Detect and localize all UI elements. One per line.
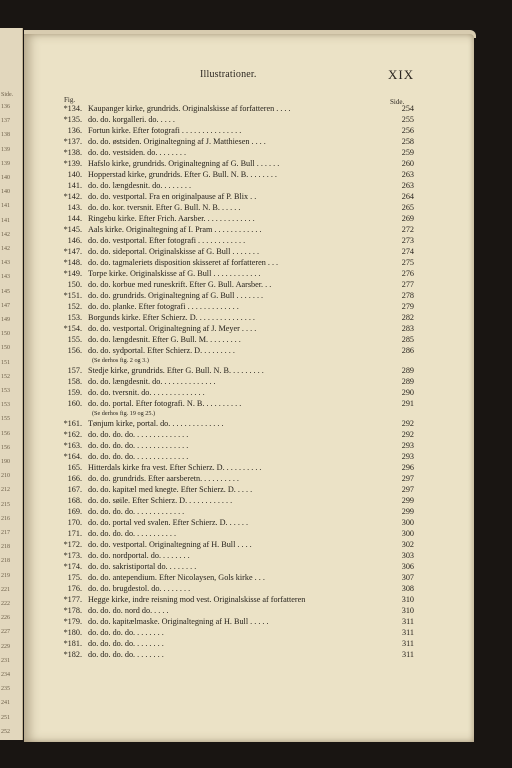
left-page-number: 143 xyxy=(1,260,10,267)
list-item xyxy=(56,345,416,356)
figure-description: Ringebu kirke. Efter Frich. Aarsber. . . . . . . . . . . . . xyxy=(88,214,255,223)
figure-description: do. do. nordportal. do. . . . . . . . xyxy=(88,551,190,560)
figure-number: 158. xyxy=(67,377,82,386)
list-item xyxy=(56,616,416,627)
figure-description: do. do. sydportal. Efter Schierz. D. . . . . . . . . xyxy=(88,346,235,355)
figure-description: Stedje kirke, grundrids. Efter G. Bull. N. B. . . . . . . . . xyxy=(88,366,264,375)
left-page-number: 221 xyxy=(1,586,10,593)
left-page-number: 227 xyxy=(1,629,10,636)
figure-description: do. do. antependium. Efter Nicolaysen, Gols kirke . . . xyxy=(88,573,265,582)
page-number: 311 xyxy=(402,628,414,637)
left-page-number: 252 xyxy=(1,728,10,735)
left-page-number: 150 xyxy=(1,345,10,352)
list-item xyxy=(56,484,416,495)
left-page-number: 218 xyxy=(1,544,10,551)
left-page-number: 215 xyxy=(1,501,10,508)
left-page-number: 140 xyxy=(1,189,10,196)
figure-description: do. do. længdesnit. do. . . . . . . . . . . . . . xyxy=(88,377,216,386)
page-number: 300 xyxy=(401,529,414,538)
figure-description: Kaupanger kirke, grundrids. Originalskisse af forfatteren . . . . xyxy=(88,104,291,113)
list-item xyxy=(56,290,416,301)
left-page-number: 216 xyxy=(1,515,10,522)
left-page-number: 155 xyxy=(1,416,10,423)
list-item xyxy=(56,180,416,191)
list-item xyxy=(56,387,416,398)
figure-number: 176. xyxy=(67,584,82,593)
column-label-fig: Fig. xyxy=(64,96,76,104)
left-page-number: 229 xyxy=(1,643,10,650)
figure-description: do. do. brugdestol. do. . . . . . . . xyxy=(88,584,191,593)
page-number: 273 xyxy=(401,236,414,245)
left-page-number: 149 xyxy=(1,317,10,323)
figure-number: *174. xyxy=(63,562,82,571)
left-page-number: 136 xyxy=(1,104,10,110)
left-page-number: 219 xyxy=(1,572,10,579)
figure-description: Hegge kirke, indre reisning mod vest. Originalskisse af forfatteren xyxy=(88,595,306,604)
list-item xyxy=(56,365,416,376)
list-item xyxy=(56,517,416,528)
page-number: 311 xyxy=(402,650,414,659)
left-page-number: 241 xyxy=(1,700,10,707)
column-label-side: Side. xyxy=(390,98,405,106)
list-item xyxy=(56,376,416,387)
left-page-number: 142 xyxy=(1,231,10,238)
figure-description: do. do. do. do. . . . . . . . xyxy=(88,639,164,648)
figure-number: 152. xyxy=(67,302,82,311)
figure-number: 159. xyxy=(67,388,82,397)
figure-description: do. do. do. do. . . . . . . . xyxy=(88,628,164,637)
page-number: 278 xyxy=(401,291,414,300)
left-page-number: 137 xyxy=(1,118,10,125)
figure-number: *163. xyxy=(63,441,82,450)
left-page-number: 234 xyxy=(1,672,10,678)
page-number: 297 xyxy=(401,485,414,494)
page-number: 256 xyxy=(401,126,414,135)
figure-number: 165. xyxy=(67,463,82,472)
figure-description: do. do. do. do. . . . . . . . . . . . . . xyxy=(88,452,189,461)
left-page-number: 142 xyxy=(1,246,10,252)
left-page-number: 156 xyxy=(1,444,10,451)
figure-number: 146. xyxy=(67,236,82,245)
figure-description: do. do. sakristiportal do. . . . . . . . xyxy=(88,562,197,571)
list-item xyxy=(56,114,416,125)
figure-number: *148. xyxy=(63,258,82,267)
page-number: 283 xyxy=(401,324,414,333)
figure-description: do. do. længdesnit. Efter G. Bull. M. . . . . . . . . xyxy=(88,335,241,344)
figure-number: 160. xyxy=(67,399,82,408)
left-page-number: 138 xyxy=(1,132,10,139)
figure-number: *147. xyxy=(63,247,82,256)
left-page-number: 141 xyxy=(1,217,10,224)
page-number: 296 xyxy=(401,463,414,472)
page-number: 310 xyxy=(401,595,414,604)
left-page-number: 210 xyxy=(1,473,10,480)
left-page-number: 153 xyxy=(1,402,10,409)
list-item xyxy=(56,103,416,114)
list-item xyxy=(56,605,416,616)
figure-description: Fortun kirke. Efter fotografi . . . . . . . . . . . . . . . xyxy=(88,126,242,135)
figure-number: *145. xyxy=(63,225,82,234)
left-page-number: 235 xyxy=(1,686,10,693)
figure-description: do. do. tversnit. do. . . . . . . . . . . . . . xyxy=(88,388,205,397)
list-item xyxy=(56,539,416,550)
page-number: 311 xyxy=(402,639,414,648)
figure-number: 170. xyxy=(67,518,82,527)
figure-number: 140. xyxy=(67,170,82,179)
list-item xyxy=(56,246,416,257)
figure-description: Torpe kirke. Originalskisse af G. Bull . . . . . . . . . . . . xyxy=(88,269,261,278)
page-number: 310 xyxy=(401,606,414,615)
figure-number: *154. xyxy=(63,324,82,333)
figure-number: 143. xyxy=(67,203,82,212)
left-page-number: 217 xyxy=(1,530,10,536)
page-number: 269 xyxy=(401,214,414,223)
figure-number: 169. xyxy=(67,507,82,516)
page-number: 276 xyxy=(401,269,414,278)
figure-description: do. do. søile. Efter Schierz. D. . . . . . . . . . . . xyxy=(88,496,233,505)
list-item xyxy=(56,147,416,158)
left-page-number: 145 xyxy=(1,288,10,295)
figure-description: do. do. do. do. . . . . . . . . . . . . . xyxy=(88,441,189,450)
figure-number: *180. xyxy=(63,628,82,637)
figure-number: 175. xyxy=(67,573,82,582)
page-number: 300 xyxy=(401,518,414,527)
figure-number: *134. xyxy=(63,104,82,113)
page-number: 289 xyxy=(401,377,414,386)
page-number: 263 xyxy=(401,170,414,179)
figure-number: 157. xyxy=(67,366,82,375)
list-item xyxy=(56,506,416,517)
figure-number: *179. xyxy=(63,617,82,626)
left-page-number: 151 xyxy=(1,359,10,366)
figure-description: do. do. kor. tversnit. Efter G. Bull. N. B. . . . . . xyxy=(88,203,241,212)
figure-number: 141. xyxy=(67,181,82,190)
list-item xyxy=(56,638,416,649)
figure-number: *182. xyxy=(63,650,82,659)
figure-description: Hitterdals kirke fra vest. Efter Schierz. D. . . . . . . . . . xyxy=(88,463,262,472)
figure-number: 166. xyxy=(67,474,82,483)
page-number: 308 xyxy=(401,584,414,593)
left-page-number: 139 xyxy=(1,146,10,153)
page-number: 258 xyxy=(401,137,414,146)
page-number: 274 xyxy=(401,247,414,256)
running-head: Illustrationer. xyxy=(200,69,257,80)
figure-number: 153. xyxy=(67,313,82,322)
figure-number: *178. xyxy=(63,606,82,615)
figure-description: do. do. kapitælmaske. Originaltegning af H. Bull . . . . . xyxy=(88,617,269,626)
figure-description: do. do. grundrids. Efter aarsberetn. . . . . . . . . . xyxy=(88,474,239,483)
page-number: 275 xyxy=(401,258,414,267)
figure-description: Hafslo kirke, grundrids. Originaltegning af G. Bull . . . . . . xyxy=(88,159,280,168)
figure-description: do. do. grundrids. Originaltegning af G. Bull . . . . . . . xyxy=(88,291,264,300)
figure-description: do. do. vestportal. Originaltegning af J. Meyer . . . . xyxy=(88,324,257,333)
figure-number: 150. xyxy=(67,280,82,289)
figure-description: do. do. do. do. . . . . . . . . . . . . xyxy=(88,507,185,516)
page-number: 292 xyxy=(401,430,414,439)
page-number: 306 xyxy=(401,562,414,571)
page-number: 292 xyxy=(401,419,414,428)
figure-number: 144. xyxy=(67,214,82,223)
figure-description: do. do. do. do. . . . . . . . . . . . . . xyxy=(88,430,189,439)
page-number: 299 xyxy=(401,496,414,505)
list-item xyxy=(56,279,416,290)
page-number: 303 xyxy=(401,551,414,560)
figure-number: *149. xyxy=(63,269,82,278)
list-item xyxy=(56,323,416,334)
list-item xyxy=(56,495,416,506)
list-item xyxy=(56,462,416,473)
page-number: 259 xyxy=(401,148,414,157)
page-number: 263 xyxy=(401,181,414,190)
list-item xyxy=(56,268,416,279)
figure-description: do. do. tagmaleriets disposition skisseret af forfatteren . . . xyxy=(88,258,279,267)
figure-number: *142. xyxy=(63,192,82,201)
page-number: 265 xyxy=(401,203,414,212)
figure-description: Aals kirke. Originaltegning af I. Pram . . . . . . . . . . . . xyxy=(88,225,262,234)
figure-description: Borgunds kirke. Efter Schierz. D. . . . . . . . . . . . . . . xyxy=(88,313,255,322)
list-item xyxy=(56,136,416,147)
list-note xyxy=(56,356,416,365)
list-item xyxy=(56,169,416,180)
figure-description: do. do. do. do. . . . . . . . xyxy=(88,650,164,659)
page-number: 289 xyxy=(401,366,414,375)
figure-description: Tønjum kirke, portal. do. . . . . . . . . . . . . . xyxy=(88,419,224,428)
figure-number: 155. xyxy=(67,335,82,344)
page-number: 311 xyxy=(402,617,414,626)
page-number: 299 xyxy=(401,507,414,516)
left-page-number: 190 xyxy=(1,459,10,465)
figure-description: do. do. korgalleri. do. . . . . xyxy=(88,115,175,124)
list-item xyxy=(56,235,416,246)
figure-number: 167. xyxy=(67,485,82,494)
page-folio: XIX xyxy=(388,67,415,82)
list-item xyxy=(56,550,416,561)
figure-number: 168. xyxy=(67,496,82,505)
figure-description: do. do. kapitæl med knegte. Efter Schierz. D. . . . . xyxy=(88,485,253,494)
figure-description: do. do. vestsiden. do. . . . . . . . xyxy=(88,148,187,157)
left-page-number: 141 xyxy=(1,203,10,210)
figure-description: do. do. vestportal. Fra en originalpause af P. Blix . . xyxy=(88,192,257,201)
figure-description: do. do. korbue med runeskrift. Efter G. Bull. Aarsber. . . xyxy=(88,280,272,289)
page-number: 279 xyxy=(401,302,414,311)
left-page-number: 143 xyxy=(1,274,10,281)
figure-description: do. do. østsiden. Originaltegning af J. Matthiesen . . . . xyxy=(88,137,266,146)
figure-number: *172. xyxy=(63,540,82,549)
figure-number: *164. xyxy=(63,452,82,461)
figure-number: *181. xyxy=(63,639,82,648)
figure-number: *138. xyxy=(63,148,82,157)
left-page-edge xyxy=(0,28,23,740)
list-item xyxy=(56,125,416,136)
list-item xyxy=(56,583,416,594)
figure-description: do. do. portal ved svalen. Efter Schierz. D. . . . . . xyxy=(88,518,249,527)
figure-number: 136. xyxy=(67,126,82,135)
page-number: 293 xyxy=(401,441,414,450)
left-page-number: 251 xyxy=(1,714,10,721)
list-item xyxy=(56,158,416,169)
page-number: 260 xyxy=(401,159,414,168)
figure-description: do. do. portal. Efter fotografi. N. B. . . . . . . . . . xyxy=(88,399,242,408)
list-item xyxy=(56,312,416,323)
list-item xyxy=(56,528,416,539)
page-number: 282 xyxy=(401,313,414,322)
list-item xyxy=(56,440,416,451)
list-item xyxy=(56,418,416,429)
page-number: 302 xyxy=(401,540,414,549)
left-page-number: 222 xyxy=(1,601,10,607)
list-item xyxy=(56,334,416,345)
figure-number: 171. xyxy=(67,529,82,538)
list-item xyxy=(56,301,416,312)
list-item xyxy=(56,191,416,202)
left-page-number: 212 xyxy=(1,487,10,494)
list-note xyxy=(56,409,416,418)
figure-description: do. do. sideportal. Originalskisse af G. Bull . . . . . . . xyxy=(88,247,260,256)
figure-number: *161. xyxy=(63,419,82,428)
list-item xyxy=(56,649,416,660)
page-number: 285 xyxy=(401,335,414,344)
list-item xyxy=(56,257,416,268)
page-number: 286 xyxy=(401,346,414,355)
page-number: 293 xyxy=(401,452,414,461)
page-number: 254 xyxy=(401,104,414,113)
figure-number: *151. xyxy=(63,291,82,300)
left-page-number: 231 xyxy=(1,657,10,664)
illustration-list xyxy=(56,103,416,660)
left-page-number: 226 xyxy=(1,615,10,622)
page-number: 272 xyxy=(401,225,414,234)
left-page-number: 152 xyxy=(1,373,10,380)
figure-number: *173. xyxy=(63,551,82,560)
figure-description: (Se derhos fig. 2 og 3.) xyxy=(92,357,149,364)
left-page-number: 150 xyxy=(1,331,10,338)
left-page-number: 156 xyxy=(1,430,10,437)
page-number: 255 xyxy=(401,115,414,124)
figure-description: Hopperstad kirke, grundrids. Efter G. Bull. N. B. . . . . . . . xyxy=(88,170,277,179)
figure-description: do. do. do. nord do. . . . . xyxy=(88,606,169,615)
page-number: 307 xyxy=(401,573,414,582)
list-item xyxy=(56,398,416,409)
page-number: 290 xyxy=(401,388,414,397)
list-item xyxy=(56,627,416,638)
list-item xyxy=(56,429,416,440)
figure-number: *162. xyxy=(63,430,82,439)
figure-number: 156. xyxy=(67,346,82,355)
figure-description: do. do. længdesnit. do. . . . . . . . xyxy=(88,181,192,190)
list-item xyxy=(56,572,416,583)
left-page-number: 147 xyxy=(1,302,10,309)
page-number: 264 xyxy=(401,192,414,201)
page-number: 297 xyxy=(401,474,414,483)
page-number: 291 xyxy=(401,399,414,408)
figure-description: do. do. planke. Efter fotografi . . . . . . . . . . . . . xyxy=(88,302,239,311)
figure-number: *139. xyxy=(63,159,82,168)
list-item xyxy=(56,594,416,605)
list-item xyxy=(56,202,416,213)
figure-description: (Se derhos fig. 19 og 25.) xyxy=(92,410,156,417)
figure-number: *135. xyxy=(63,115,82,124)
left-page-heading: Side. xyxy=(1,92,14,98)
figure-description: do. do. do. do. . . . . . . . . . . xyxy=(88,529,177,538)
list-item xyxy=(56,213,416,224)
list-item xyxy=(56,473,416,484)
left-page-number: 139 xyxy=(1,160,10,167)
figure-number: *177. xyxy=(63,595,82,604)
list-item xyxy=(56,561,416,572)
page-number: 277 xyxy=(401,280,414,289)
left-page-number: 153 xyxy=(1,388,10,394)
figure-description: do. do. vestportal. Originaltegning af H. Bull . . . . xyxy=(88,540,252,549)
list-item xyxy=(56,451,416,462)
left-page-number: 218 xyxy=(1,558,10,565)
figure-number: *137. xyxy=(63,137,82,146)
left-page-number: 140 xyxy=(1,175,10,181)
figure-description: do. do. vestportal. Efter fotografi . . . . . . . . . . . . xyxy=(88,236,246,245)
list-item xyxy=(56,224,416,235)
